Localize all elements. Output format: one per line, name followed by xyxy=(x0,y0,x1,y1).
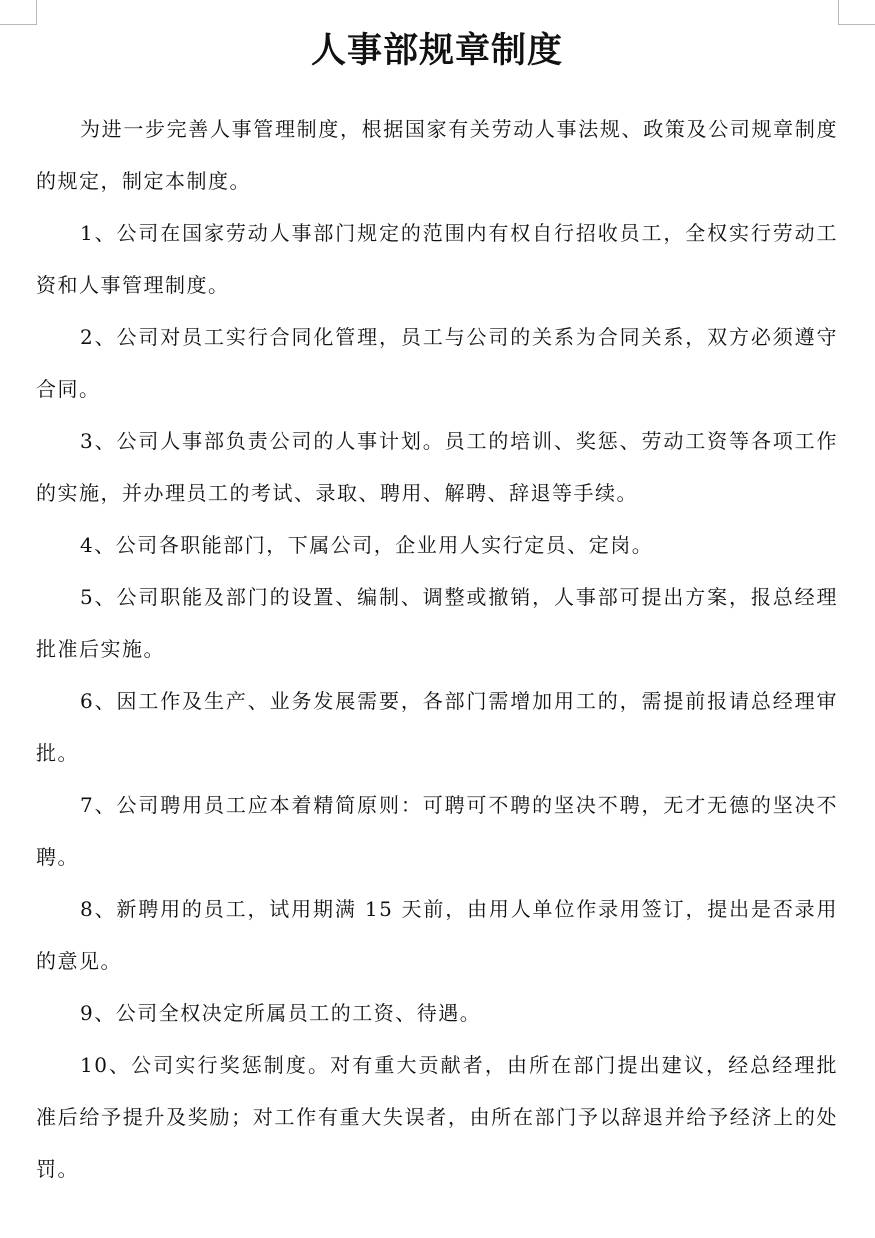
rule-paragraph-7: 7、公司聘用员工应本着精简原则：可聘可不聘的坚决不聘，无才无德的坚决不聘。 xyxy=(36,793,838,869)
rule-paragraph-3: 3、公司人事部负责公司的人事计划。员工的培训、奖惩、劳动工资等各项工作的实施，并办理员工的考试、录取、聘用、解聘、辞退等手续。 xyxy=(36,429,838,505)
page-corner-mark-top-left xyxy=(0,0,37,25)
rule-paragraph-4: 4、公司各职能部门，下属公司，企业用人实行定员、定岗。 xyxy=(80,533,654,557)
document-title: 人事部规章制度 xyxy=(310,30,563,71)
page-corner-mark-top-right xyxy=(838,0,875,25)
rule-paragraph-9: 9、公司全权决定所属员工的工资、待遇。 xyxy=(80,1001,482,1025)
rule-paragraph-2: 2、公司对员工实行合同化管理，员工与公司的关系为合同关系，双方必须遵守合同。 xyxy=(36,325,838,401)
document-page xyxy=(36,20,838,1195)
rule-paragraph-5: 5、公司职能及部门的设置、编制、调整或撤销，人事部可提出方案，报总经理批准后实施。 xyxy=(36,585,838,661)
document-body xyxy=(36,103,838,1195)
intro-paragraph: 为进一步完善人事管理制度，根据国家有关劳动人事法规、政策及公司规章制度的规定，制定本制度。 xyxy=(36,117,838,193)
rule-paragraph-8: 8、新聘用的员工，试用期满 15 天前，由用人单位作录用签订，提出是否录用的意见。 xyxy=(36,897,838,973)
rule-paragraph-1: 1、公司在国家劳动人事部门规定的范围内有权自行招收员工，全权实行劳动工资和人事管理制度。 xyxy=(36,221,838,297)
rule-paragraph-10: 10、公司实行奖惩制度。对有重大贡献者，由所在部门提出建议，经总经理批准后给予提升及奖励；对工作有重大失误者，由所在部门予以辞退并给予经济上的处罚。 xyxy=(36,1053,838,1181)
rule-paragraph-6: 6、因工作及生产、业务发展需要，各部门需增加用工的，需提前报请总经理审批。 xyxy=(36,689,838,765)
